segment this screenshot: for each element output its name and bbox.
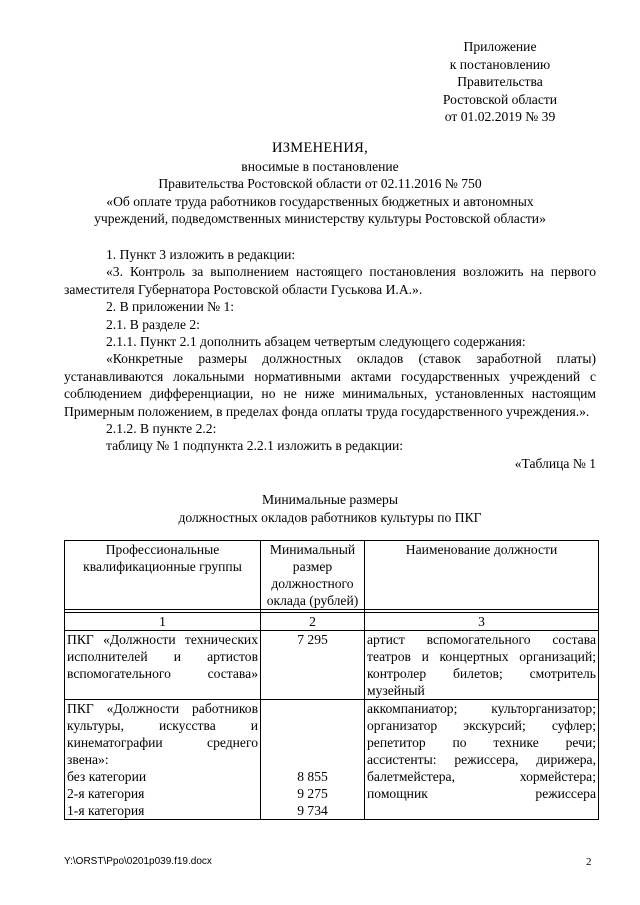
- title-line: учреждений, подведомственных министерству культуры Ростовской области»: [94, 211, 546, 226]
- group-text: ПКГ «Должности работников культуры, искусства и кинематографии среднего звена»:: [67, 701, 258, 767]
- group-cell: [65, 700, 261, 820]
- paragraph: 2. В приложении № 1:: [106, 299, 235, 315]
- paragraph: 2.1.2. В пункте 2.2:: [106, 421, 217, 437]
- caption-line: должностных окладов работников культуры по ПКГ: [178, 509, 482, 525]
- table-label: «Таблица № 1: [514, 455, 596, 471]
- salary-value: 9 734: [297, 803, 328, 818]
- approval-line: к постановлению: [449, 56, 551, 72]
- salary-cell: [261, 700, 365, 820]
- header-cell: Профессиональные квалификационные группы: [65, 541, 261, 610]
- salary-table: [64, 540, 599, 820]
- header-cell: Минимальный размер должностного оклада (рублей): [261, 541, 365, 610]
- group-text: ПКГ «Должности технических исполнителей и артистов вспомогательного состава»: [67, 632, 258, 681]
- table-number-row: [65, 613, 599, 631]
- caption-line: Минимальные размеры: [262, 492, 398, 507]
- positions-cell: артист вспомогательного состава театров и концертных организаций; контролер билетов; смотритель музейный: [365, 631, 599, 700]
- approval-line: от 01.02.2019 № 39: [444, 109, 556, 124]
- title-line: Правительства Ростовской области от 02.11.2016 № 750: [158, 176, 482, 191]
- group-cell: [65, 631, 261, 700]
- category-label: без категории: [67, 769, 147, 784]
- salary-value: 8 855: [297, 769, 328, 784]
- paragraph: 2.1.1. Пункт 2.1 дополнить абзацем четвертым следующего содержания:: [106, 334, 526, 350]
- paragraph: 2.1. В разделе 2:: [106, 316, 200, 332]
- paragraph: «Конкретные размеры должностных окладов (ставок заработной платы) устанавливаются локальными нормативными актами государственных учреждений с соблюдением дифференциации, но не ниже минимальных, установленных настоящим Примерным положением, в пределах фонда оплаты труда государственного учреждения.».: [64, 351, 596, 419]
- page-number: 2: [586, 856, 592, 868]
- approval-line: Правительства: [457, 74, 543, 89]
- approval-line: Приложение: [463, 39, 537, 54]
- table-caption: [60, 491, 600, 526]
- footer-file-path: Y:\ORST\Ppo\0201p039.f19.docx: [64, 856, 212, 867]
- approval-line: Ростовской области: [442, 91, 558, 107]
- header-cell: Наименование должности: [365, 541, 599, 610]
- document-body: [64, 246, 596, 472]
- column-number: 1: [65, 613, 261, 631]
- title-main: ИЗМЕНЕНИЯ,: [271, 140, 369, 156]
- table-row: [65, 700, 599, 820]
- title-line: вносимые в постановление: [241, 158, 399, 174]
- title-line: «Об оплате труда работников государственных бюджетных и автономных: [106, 193, 534, 209]
- table-row: [65, 631, 599, 700]
- category-label: 1-я категория: [67, 803, 145, 818]
- salary-value: 9 275: [297, 786, 328, 801]
- paragraph: 1. Пункт 3 изложить в редакции:: [106, 247, 296, 262]
- category-label: 2-я категория: [67, 786, 145, 801]
- table-header-row: [65, 541, 599, 610]
- paragraph: «3. Контроль за выполнением настоящего постановления возложить на первого заместителя Губернатора Ростовской области Гуськова И.А.».: [64, 264, 596, 297]
- paragraph: таблицу № 1 подпункта 2.2.1 изложить в редакции:: [106, 438, 404, 454]
- salary-cell: 7 295: [261, 631, 365, 700]
- column-number: 3: [365, 613, 599, 631]
- document-title: [60, 140, 580, 228]
- positions-cell: аккомпаниатор; культорганизатор; организатор экскурсий; суфлер; репетитор по технике речи; ассистенты: режиссера, дирижера, балетмейстера, хормейстера; помощник режиссера: [365, 700, 599, 820]
- column-number: 2: [261, 613, 365, 631]
- approval-block: [420, 38, 580, 126]
